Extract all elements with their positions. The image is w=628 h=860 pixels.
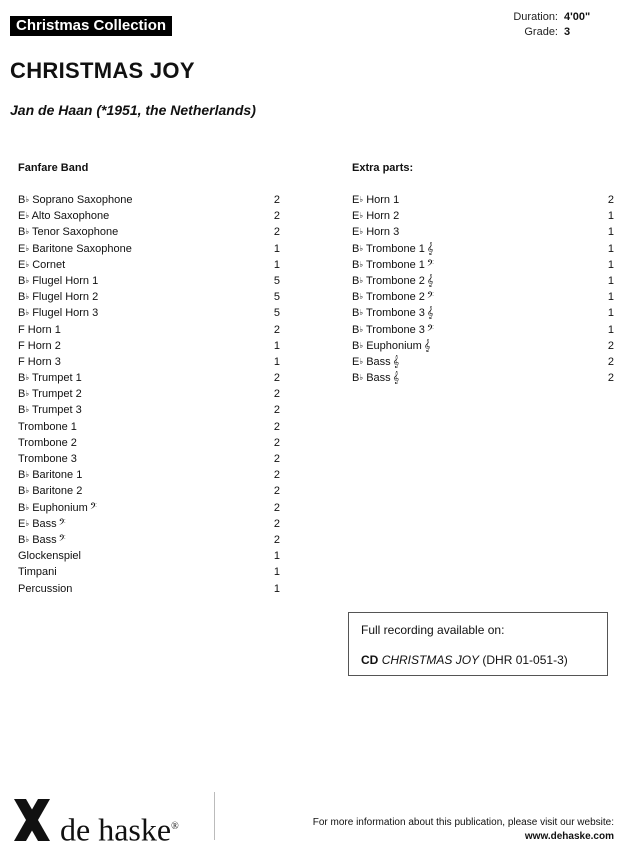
instrument-quantity: 2 <box>273 517 280 530</box>
instrument-name <box>18 354 61 370</box>
instrument-label: Tenor Saxophone <box>31 226 119 239</box>
instrument-quantity: 2 <box>273 194 280 206</box>
instrument-label: Horn 2 <box>366 210 400 223</box>
instrument-key: B <box>352 323 360 336</box>
instrument-quantity: 1 <box>273 339 280 352</box>
instrument-label: Timpani <box>18 566 57 579</box>
instrument-row <box>18 581 280 597</box>
instrument-name <box>18 338 61 354</box>
recording-info-box <box>348 612 608 676</box>
instrument-label: Trombone 3 <box>18 453 77 465</box>
instrument-quantity: 2 <box>273 436 280 449</box>
instrument-row <box>18 305 280 321</box>
instrument-name <box>18 289 98 305</box>
grade-value: 3 <box>564 26 571 38</box>
cd-code: (DHR 01-051-3) <box>482 653 568 667</box>
flat-sign-icon: ♭ <box>25 470 30 480</box>
flat-sign-icon: ♭ <box>25 308 30 318</box>
instrument-name <box>18 548 81 564</box>
instrument-name <box>352 241 433 257</box>
bass-clef-icon: 𝄢 <box>58 516 66 530</box>
instrument-key: B <box>18 404 26 417</box>
logo-registered: ® <box>171 821 179 832</box>
instrument-quantity: 1 <box>607 210 614 223</box>
treble-clef-icon: 𝄞 <box>426 306 434 320</box>
instrument-row <box>352 305 614 321</box>
instrument-label: Flugel Horn 3 <box>32 307 99 320</box>
instrument-name <box>18 467 82 483</box>
instrument-row <box>18 273 280 289</box>
instrument-quantity: 2 <box>607 355 614 368</box>
flat-sign-icon: ♭ <box>25 534 30 544</box>
bass-clef-icon: 𝄢 <box>426 322 434 336</box>
instrument-label: Horn 1 <box>27 323 61 336</box>
instrument-quantity: 2 <box>273 420 280 433</box>
logo-wordmark: de haske <box>60 811 172 848</box>
duration-label: Duration: <box>513 11 558 23</box>
duration-value: 4'00" <box>564 11 591 23</box>
instrument-name <box>18 532 66 548</box>
recording-line: Full recording available on: <box>361 623 505 637</box>
instrument-label: Baritone Saxophone <box>32 242 132 255</box>
instrument-name <box>18 192 133 208</box>
instrument-quantity: 1 <box>607 258 614 271</box>
bass-clef-icon: 𝄢 <box>58 532 66 546</box>
instrument-name <box>352 273 433 289</box>
flat-sign-icon: ♭ <box>359 324 364 334</box>
instrument-quantity: 2 <box>273 501 280 514</box>
instrument-quantity: 2 <box>273 485 280 498</box>
instrument-quantity: 1 <box>607 226 614 239</box>
instrument-row <box>18 500 280 516</box>
instrument-name <box>352 208 399 224</box>
instrument-row <box>352 192 614 208</box>
instrument-quantity: 2 <box>607 194 614 206</box>
footer-info <box>313 816 614 844</box>
instrument-label: Trombone 1 <box>365 258 425 271</box>
meta-info <box>513 10 590 40</box>
instrument-label: Trombone 1 <box>365 242 425 255</box>
flat-sign-icon: ♭ <box>359 211 364 221</box>
instrument-label: Bass <box>366 355 391 368</box>
instrument-key: B <box>352 339 360 352</box>
instrument-row <box>352 273 614 289</box>
flat-sign-icon: ♭ <box>25 405 30 415</box>
instrument-quantity: 1 <box>273 355 280 368</box>
instrument-quantity: 2 <box>607 339 614 352</box>
cd-line <box>361 653 568 667</box>
flat-sign-icon: ♭ <box>359 259 364 269</box>
instrument-row <box>352 370 614 386</box>
instrument-label: Alto Saxophone <box>31 210 110 223</box>
duration-row <box>513 10 590 25</box>
flat-sign-icon: ♭ <box>359 340 364 350</box>
instrument-row <box>18 435 280 451</box>
flat-sign-icon: ♭ <box>359 356 364 366</box>
flat-sign-icon: ♭ <box>25 292 30 302</box>
instrument-key: E <box>352 210 360 223</box>
instrument-key: B <box>18 501 26 514</box>
instrument-row <box>18 289 280 305</box>
flat-sign-icon: ♭ <box>25 518 30 528</box>
flat-sign-icon: ♭ <box>25 243 30 253</box>
instrument-quantity: 1 <box>273 258 280 271</box>
instrument-row <box>18 192 280 208</box>
grade-row <box>513 25 590 40</box>
instrument-quantity: 1 <box>273 242 280 255</box>
instrument-quantity: 2 <box>273 453 280 465</box>
instrument-row <box>352 289 614 305</box>
instrument-key: E <box>352 355 360 368</box>
flat-sign-icon: ♭ <box>25 275 30 285</box>
instrument-label: Percussion <box>18 582 73 595</box>
instrument-label: Trumpet 2 <box>31 388 82 401</box>
instrument-row <box>352 208 614 224</box>
treble-clef-icon: 𝄞 <box>392 371 400 385</box>
instrument-row <box>352 322 614 338</box>
instrument-label: Flugel Horn 2 <box>32 291 99 304</box>
instrument-key: B <box>18 469 26 482</box>
instrument-name <box>352 305 433 321</box>
instrument-row <box>352 224 614 240</box>
instrument-name <box>18 224 118 240</box>
instrument-quantity: 1 <box>607 242 614 255</box>
instrument-key: B <box>18 533 26 546</box>
logo-text <box>60 809 179 848</box>
extra-parts-list <box>352 192 614 386</box>
instrument-name <box>352 322 434 338</box>
instrument-name <box>18 483 82 499</box>
fanfare-instrument-list <box>18 192 280 597</box>
instrument-row <box>18 338 280 354</box>
instrument-key: B <box>352 258 360 271</box>
instrument-label: Trombone 3 <box>365 323 425 336</box>
instrument-quantity: 2 <box>273 404 280 417</box>
flat-sign-icon: ♭ <box>25 259 30 269</box>
treble-clef-icon: 𝄞 <box>423 338 431 352</box>
instrument-quantity: 2 <box>273 226 280 239</box>
flat-sign-icon: ♭ <box>359 227 364 237</box>
instrument-quantity: 1 <box>273 550 280 563</box>
instrument-label: Trombone 3 <box>365 307 425 320</box>
instrument-label: Bass <box>32 533 57 546</box>
extra-heading: Extra parts: <box>352 162 414 174</box>
instrument-key: B <box>18 388 26 401</box>
instrument-label: Horn 1 <box>366 194 400 206</box>
fanfare-heading: Fanfare Band <box>18 162 89 174</box>
flat-sign-icon: ♭ <box>25 195 30 204</box>
instrument-quantity: 5 <box>273 291 280 304</box>
instrument-row <box>352 241 614 257</box>
instrument-quantity: 2 <box>273 469 280 482</box>
instrument-row <box>18 483 280 499</box>
instrument-name <box>18 451 77 467</box>
treble-clef-icon: 𝄞 <box>392 354 400 368</box>
instrument-name <box>18 257 65 273</box>
instrument-row <box>18 257 280 273</box>
instrument-label: Baritone 2 <box>32 485 83 498</box>
instrument-key: B <box>352 242 360 255</box>
instrument-label: Euphonium <box>32 501 88 514</box>
instrument-row <box>18 467 280 483</box>
instrument-key: B <box>352 274 360 287</box>
instrument-label: Bass <box>32 517 57 530</box>
instrument-label: Trumpet 3 <box>31 404 82 417</box>
instrument-key: E <box>18 210 26 223</box>
instrument-row <box>18 224 280 240</box>
instrument-name <box>18 370 82 386</box>
instrument-name <box>18 419 77 435</box>
instrument-key: B <box>18 372 26 385</box>
instrument-label: Soprano Saxophone <box>32 194 133 206</box>
flat-sign-icon: ♭ <box>359 373 364 383</box>
instrument-label: Trombone 1 <box>18 420 77 433</box>
bass-clef-icon: 𝄢 <box>89 500 97 514</box>
instrument-quantity: 1 <box>607 291 614 304</box>
flat-sign-icon: ♭ <box>25 227 30 237</box>
instrument-label: Trombone 2 <box>365 274 425 287</box>
instrument-key: E <box>352 226 360 239</box>
instrument-name <box>18 402 82 418</box>
instrument-key: B <box>352 307 360 320</box>
instrument-quantity: 2 <box>273 323 280 336</box>
instrument-row <box>18 354 280 370</box>
instrument-label: Euphonium <box>366 339 422 352</box>
instrument-key: F <box>18 355 25 368</box>
instrument-key: B <box>18 194 26 206</box>
instrument-label: Flugel Horn 1 <box>32 274 99 287</box>
instrument-label: Bass <box>366 372 391 385</box>
flat-sign-icon: ♭ <box>25 373 30 383</box>
instrument-quantity: 1 <box>607 323 614 336</box>
instrument-row <box>352 257 614 273</box>
instrument-quantity: 5 <box>273 274 280 287</box>
instrument-row <box>18 516 280 532</box>
instrument-label: Horn 3 <box>27 355 61 368</box>
instrument-name <box>352 257 434 273</box>
publisher-logo-icon <box>10 795 54 845</box>
instrument-quantity: 2 <box>273 210 280 223</box>
instrument-quantity: 1 <box>273 582 280 595</box>
instrument-key: B <box>18 307 26 320</box>
instrument-row <box>18 386 280 402</box>
instrument-name <box>352 224 399 240</box>
footer-divider <box>214 792 215 840</box>
instrument-quantity: 2 <box>273 533 280 546</box>
instrument-key: F <box>18 323 25 336</box>
instrument-name <box>352 289 434 305</box>
instrument-label: Horn 2 <box>27 339 61 352</box>
bass-clef-icon: 𝄢 <box>426 257 434 271</box>
instrument-row <box>352 338 614 354</box>
instrument-key: B <box>18 274 26 287</box>
instrument-row <box>18 564 280 580</box>
instrument-key: F <box>18 339 25 352</box>
instrument-name <box>18 322 61 338</box>
instrument-row <box>352 354 614 370</box>
flat-sign-icon: ♭ <box>359 308 364 318</box>
flat-sign-icon: ♭ <box>359 195 364 204</box>
instrument-key: B <box>352 291 360 304</box>
flat-sign-icon: ♭ <box>25 211 30 221</box>
composer: Jan de Haan (*1951, the Netherlands) <box>10 102 256 118</box>
instrument-name <box>18 386 82 402</box>
instrument-quantity: 1 <box>273 566 280 579</box>
instrument-name <box>18 305 98 321</box>
instrument-quantity: 1 <box>607 274 614 287</box>
instrument-name <box>18 500 97 516</box>
instrument-name <box>18 435 77 451</box>
flat-sign-icon: ♭ <box>359 243 364 253</box>
flat-sign-icon: ♭ <box>359 275 364 285</box>
instrument-row <box>18 532 280 548</box>
instrument-label: Glockenspiel <box>18 550 81 563</box>
instrument-key: B <box>18 485 26 498</box>
instrument-name <box>352 338 430 354</box>
instrument-label: Trombone 2 <box>18 436 77 449</box>
instrument-row <box>18 370 280 386</box>
instrument-label: Cornet <box>32 258 66 271</box>
instrument-quantity: 2 <box>273 388 280 401</box>
instrument-key: E <box>352 194 360 206</box>
footer-text: For more information about this publication, please visit our website: <box>312 817 614 828</box>
cd-label: CD <box>361 653 379 667</box>
treble-clef-icon: 𝄞 <box>426 241 434 255</box>
instrument-row <box>18 548 280 564</box>
instrument-name <box>18 516 66 532</box>
instrument-row <box>18 419 280 435</box>
instrument-name <box>18 273 98 289</box>
flat-sign-icon: ♭ <box>359 292 364 302</box>
grade-label: Grade: <box>524 26 558 38</box>
website-link[interactable]: www.dehaske.com <box>524 831 614 842</box>
instrument-key: E <box>18 258 26 271</box>
instrument-name <box>18 581 72 597</box>
flat-sign-icon: ♭ <box>25 389 30 399</box>
page-title: CHRISTMAS JOY <box>10 58 195 83</box>
instrument-name <box>18 564 57 580</box>
instrument-name <box>352 370 399 386</box>
instrument-name <box>352 354 399 370</box>
instrument-row <box>18 451 280 467</box>
instrument-quantity: 2 <box>273 372 280 385</box>
instrument-row <box>18 402 280 418</box>
instrument-quantity: 2 <box>607 372 614 385</box>
instrument-name <box>352 192 399 208</box>
instrument-label: Trumpet 1 <box>31 372 82 385</box>
instrument-key: E <box>18 242 26 255</box>
instrument-key: E <box>18 517 26 530</box>
bass-clef-icon: 𝄢 <box>426 290 434 304</box>
instrument-key: B <box>18 291 26 304</box>
instrument-label: Horn 3 <box>366 226 400 239</box>
publisher-logo <box>10 793 220 851</box>
flat-sign-icon: ♭ <box>25 486 30 496</box>
instrument-row <box>18 241 280 257</box>
instrument-label: Baritone 1 <box>32 469 83 482</box>
instrument-row <box>18 322 280 338</box>
cd-title: CHRISTMAS JOY <box>381 653 480 667</box>
instrument-quantity: 1 <box>607 307 614 320</box>
series-label: Christmas Collection <box>10 16 172 36</box>
instrument-label: Trombone 2 <box>365 291 425 304</box>
instrument-name <box>18 241 132 257</box>
treble-clef-icon: 𝄞 <box>426 273 434 287</box>
flat-sign-icon: ♭ <box>25 502 30 512</box>
instrument-name <box>18 208 109 224</box>
instrument-key: B <box>352 372 360 385</box>
instrument-key: B <box>18 226 26 239</box>
instrument-quantity: 5 <box>273 307 280 320</box>
instrument-row <box>18 208 280 224</box>
